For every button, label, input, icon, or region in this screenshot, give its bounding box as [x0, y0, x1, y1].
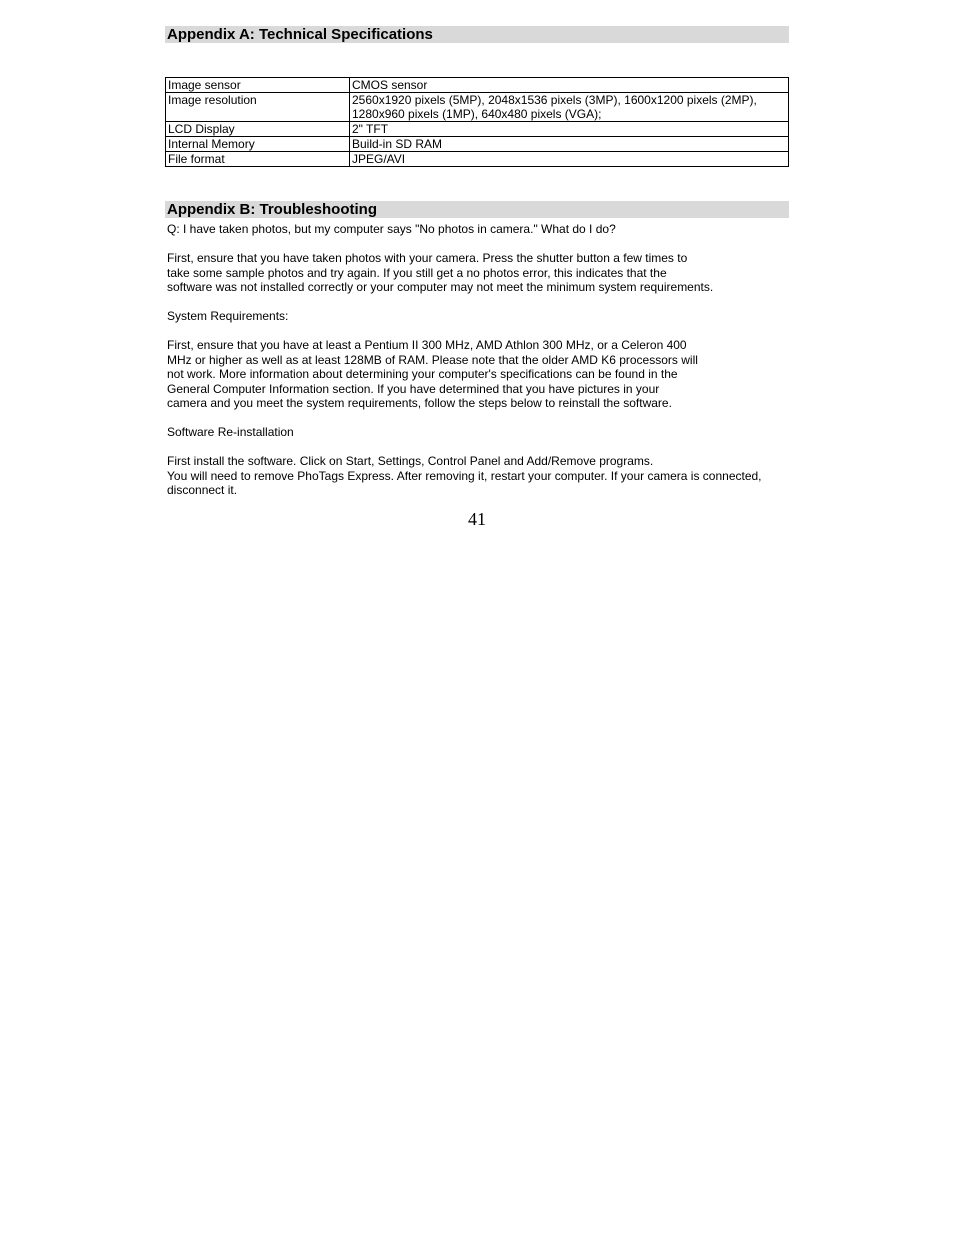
appendix-b-heading: Appendix B: Troubleshooting — [165, 201, 789, 218]
table-row — [166, 152, 789, 167]
software-reinstallation-label: Software Re-installation — [167, 425, 294, 439]
spec-value: CMOS sensor — [350, 78, 789, 93]
faq-question: Q: I have taken photos, but my computer says "No photos in camera." What do I do? — [167, 222, 616, 236]
table-row — [166, 137, 789, 152]
paragraph: First install the software. Click on Start, Settings, Control Panel and Add/Remove programs. You will need to remove PhoTags Express. After removing it, restart your computer. If your camera is connected, disconnect it. — [167, 454, 762, 497]
spec-label: File format — [166, 152, 350, 167]
specs-table — [165, 77, 789, 167]
spec-label: Image sensor — [166, 78, 350, 93]
spec-value: JPEG/AVI — [350, 152, 789, 167]
spec-value: Build-in SD RAM — [350, 137, 789, 152]
system-requirements-label: System Requirements: — [167, 309, 289, 323]
spec-value: 2" TFT — [350, 122, 789, 137]
appendix-a-heading: Appendix A: Technical Specifications — [165, 26, 789, 43]
paragraph: First, ensure that you have taken photos with your camera. Press the shutter button a few times to take some sample photos and try again. If you still get a no photos error, this indicates that the software was not installed correctly or your computer may not meet the minimum system requirements. — [167, 251, 714, 294]
page-number: 41 — [468, 509, 486, 529]
spec-value: 2560x1920 pixels (5MP), 2048x1536 pixels (3MP), 1600x1200 pixels (2MP), 1280x960 pixels (1MP), 640x480 pixels (VGA); — [350, 93, 789, 122]
table-row — [166, 122, 789, 137]
spec-label: Internal Memory — [166, 137, 350, 152]
troubleshooting-body — [167, 222, 791, 512]
spec-label: Image resolution — [166, 93, 350, 122]
table-row — [166, 78, 789, 93]
paragraph: First, ensure that you have at least a Pentium II 300 MHz, AMD Athlon 300 MHz, or a Celeron 400 MHz or higher as well as at least 128MB of RAM. Please note that the older AMD K6 processors will not work. More information about determining your computer's specifications can be found in the General Computer Information section. If you have determined that you have pictures in your camera and you meet the system requirements, follow the steps below to reinstall the software. — [167, 338, 698, 410]
spec-label: LCD Display — [166, 122, 350, 137]
table-row — [166, 93, 789, 122]
